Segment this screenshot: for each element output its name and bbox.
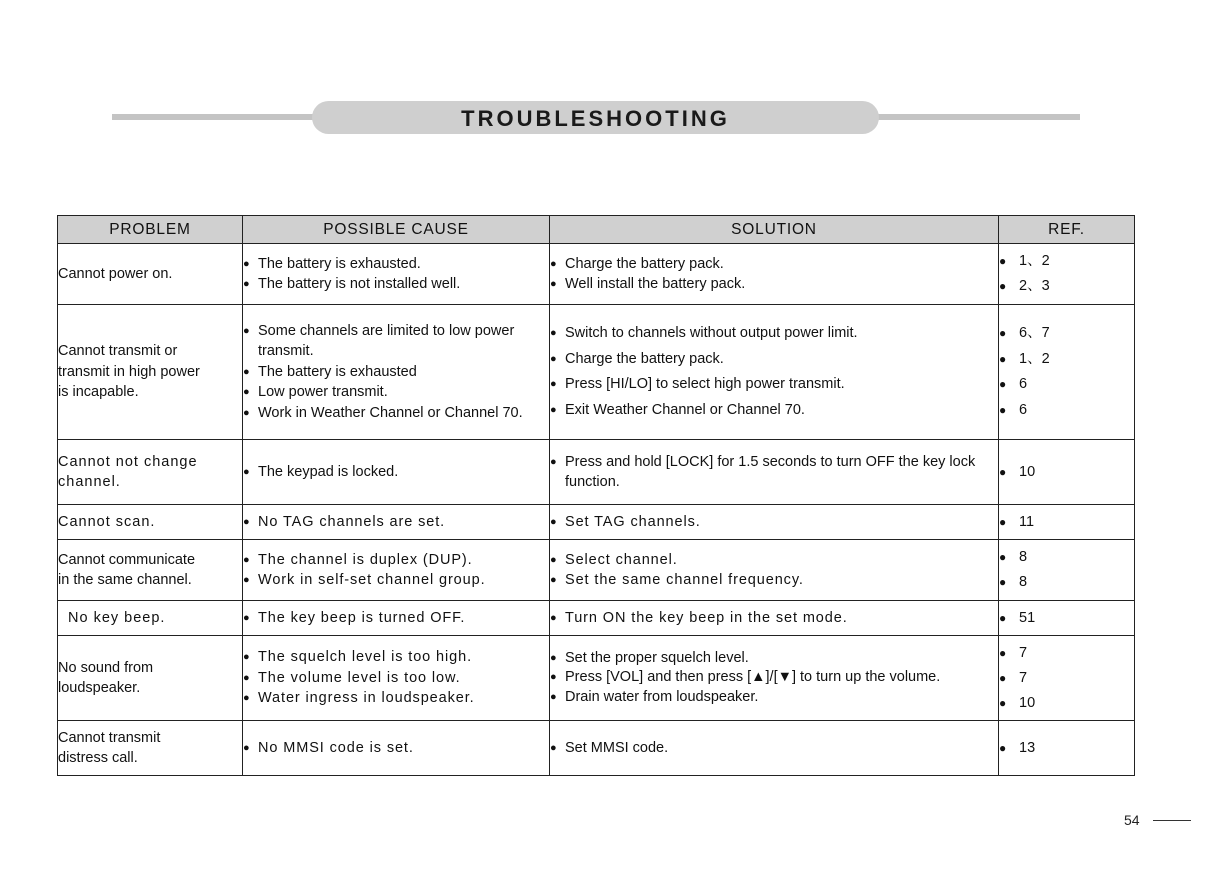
- cause-cell: [243, 636, 550, 721]
- problem-line: Cannot communicate: [58, 551, 196, 568]
- problem-line: is incapable.: [58, 384, 139, 401]
- cause-item: ● No MMSI code is set.: [243, 738, 549, 759]
- cause-cell: [243, 505, 550, 540]
- solution-item: ● Set the proper squelch level.: [550, 649, 998, 669]
- table-row: [58, 305, 1135, 440]
- ref-item: ● 10: [999, 460, 1134, 485]
- problem-line: loudspeaker.: [58, 680, 141, 696]
- solution-item: ● Switch to channels without output power limit.: [550, 321, 998, 347]
- cause-item: ● The volume level is too low.: [243, 668, 549, 689]
- page-number: 54: [1124, 812, 1140, 828]
- ref-item: ● 1、2: [999, 347, 1134, 373]
- ref-cell: [999, 721, 1135, 776]
- problem-cell: [58, 721, 243, 776]
- solution-item: ● Press and hold [LOCK] for 1.5 seconds to turn OFF the key lock function.: [550, 452, 998, 493]
- table-row: [58, 636, 1135, 721]
- header-cause: POSSIBLE CAUSE: [243, 216, 550, 244]
- solution-item: ● Exit Weather Channel or Channel 70.: [550, 398, 998, 424]
- title-banner: [312, 101, 879, 134]
- page-title: TROUBLESHOOTING: [461, 105, 730, 131]
- cause-item: ● The key beep is turned OFF.: [243, 608, 549, 629]
- problem-cell: [58, 505, 243, 540]
- solution-cell: [550, 505, 999, 540]
- ref-cell: [999, 601, 1135, 636]
- table-row: [58, 505, 1135, 540]
- cause-cell: [243, 305, 550, 440]
- problem-line: distress call.: [58, 750, 138, 766]
- problem-cell: [58, 440, 243, 505]
- ref-item: ● 8: [999, 570, 1134, 595]
- problem-line: Cannot not change: [58, 453, 198, 470]
- ref-cell: [999, 636, 1135, 721]
- solution-item: ● Select channel.: [550, 550, 998, 571]
- problem-line: Cannot power on.: [58, 265, 173, 282]
- cause-item: ● The battery is not installed well.: [243, 274, 549, 295]
- solution-cell: [550, 440, 999, 505]
- cause-cell: [243, 244, 550, 305]
- solution-item: ● Drain water from loudspeaker.: [550, 688, 998, 708]
- cause-cell: [243, 721, 550, 776]
- header-solution: SOLUTION: [550, 216, 999, 244]
- problem-cell: [58, 305, 243, 440]
- cause-cell: [243, 440, 550, 505]
- title-rule-left: [112, 114, 317, 120]
- cause-item: ● Work in self-set channel group.: [243, 570, 549, 591]
- problem-cell: [58, 244, 243, 305]
- solution-item: ● Charge the battery pack.: [550, 347, 998, 373]
- page-number-rule: [1153, 820, 1191, 821]
- ref-cell: [999, 244, 1135, 305]
- problem-line: Cannot scan.: [58, 513, 156, 530]
- cause-item: ● The channel is duplex (DUP).: [243, 550, 549, 571]
- ref-cell: [999, 440, 1135, 505]
- cause-item: ● The squelch level is too high.: [243, 647, 549, 668]
- cause-item: ● The battery is exhausted: [243, 362, 549, 383]
- solution-item: ● Set MMSI code.: [550, 738, 998, 759]
- solution-item: ● Set TAG channels.: [550, 512, 998, 533]
- cause-cell: [243, 601, 550, 636]
- solution-item: ● Press [HI/LO] to select high power transmit.: [550, 372, 998, 398]
- problem-line: No key beep.: [68, 609, 166, 626]
- ref-item: ● 7: [999, 666, 1134, 691]
- ref-item: ● 10: [999, 691, 1134, 716]
- cause-item: ● No TAG channels are set.: [243, 512, 549, 533]
- ref-item: ● 51: [999, 606, 1134, 631]
- ref-item: ● 13: [999, 736, 1134, 761]
- solution-item: ● Well install the battery pack.: [550, 274, 998, 295]
- ref-cell: [999, 305, 1135, 440]
- ref-cell: [999, 505, 1135, 540]
- table-row: [58, 440, 1135, 505]
- table-row: [58, 601, 1135, 636]
- solution-item: ● Press [VOL] and then press [▲]/[▼] to turn up the volume.: [550, 668, 998, 688]
- ref-item: ● 7: [999, 641, 1134, 666]
- problem-line: Cannot transmit: [58, 729, 161, 746]
- cause-item: ● Low power transmit.: [243, 382, 549, 403]
- header-problem: PROBLEM: [58, 216, 243, 244]
- ref-item: ● 6: [999, 372, 1134, 398]
- ref-item: ● 6、7: [999, 321, 1134, 347]
- problem-line: in the same channel.: [58, 572, 192, 588]
- problem-line: channel.: [58, 474, 121, 490]
- solution-item: ● Charge the battery pack.: [550, 254, 998, 275]
- solution-item: ● Set the same channel frequency.: [550, 570, 998, 591]
- cause-item: ● The battery is exhausted.: [243, 254, 549, 275]
- problem-cell: [58, 636, 243, 721]
- cause-item: ● The keypad is locked.: [243, 462, 549, 483]
- cause-item: ● Work in Weather Channel or Channel 70.: [243, 403, 549, 424]
- table-row: [58, 540, 1135, 601]
- cause-item: ● Water ingress in loudspeaker.: [243, 688, 549, 709]
- cause-cell: [243, 540, 550, 601]
- header-ref: REF.: [999, 216, 1135, 244]
- problem-line: transmit in high power: [58, 363, 200, 380]
- solution-item: ● Turn ON the key beep in the set mode.: [550, 608, 998, 629]
- ref-item: ● 6: [999, 398, 1134, 424]
- ref-item: ● 1、2: [999, 249, 1134, 274]
- solution-cell: [550, 601, 999, 636]
- solution-cell: [550, 636, 999, 721]
- ref-cell: [999, 540, 1135, 601]
- ref-item: ● 2、3: [999, 274, 1134, 299]
- ref-item: ● 8: [999, 545, 1134, 570]
- problem-cell: [58, 601, 243, 636]
- table-row: [58, 721, 1135, 776]
- troubleshooting-table: [57, 215, 1135, 776]
- title-rule-right: [875, 114, 1080, 120]
- cause-item: ● Some channels are limited to low power transmit.: [243, 321, 549, 362]
- problem-line: No sound from: [58, 659, 154, 676]
- problem-line: Cannot transmit or: [58, 343, 178, 360]
- solution-cell: [550, 244, 999, 305]
- problem-cell: [58, 540, 243, 601]
- solution-cell: [550, 305, 999, 440]
- solution-cell: [550, 721, 999, 776]
- ref-item: ● 11: [999, 510, 1134, 535]
- table-header-row: [58, 216, 1135, 244]
- table-row: [58, 244, 1135, 305]
- solution-cell: [550, 540, 999, 601]
